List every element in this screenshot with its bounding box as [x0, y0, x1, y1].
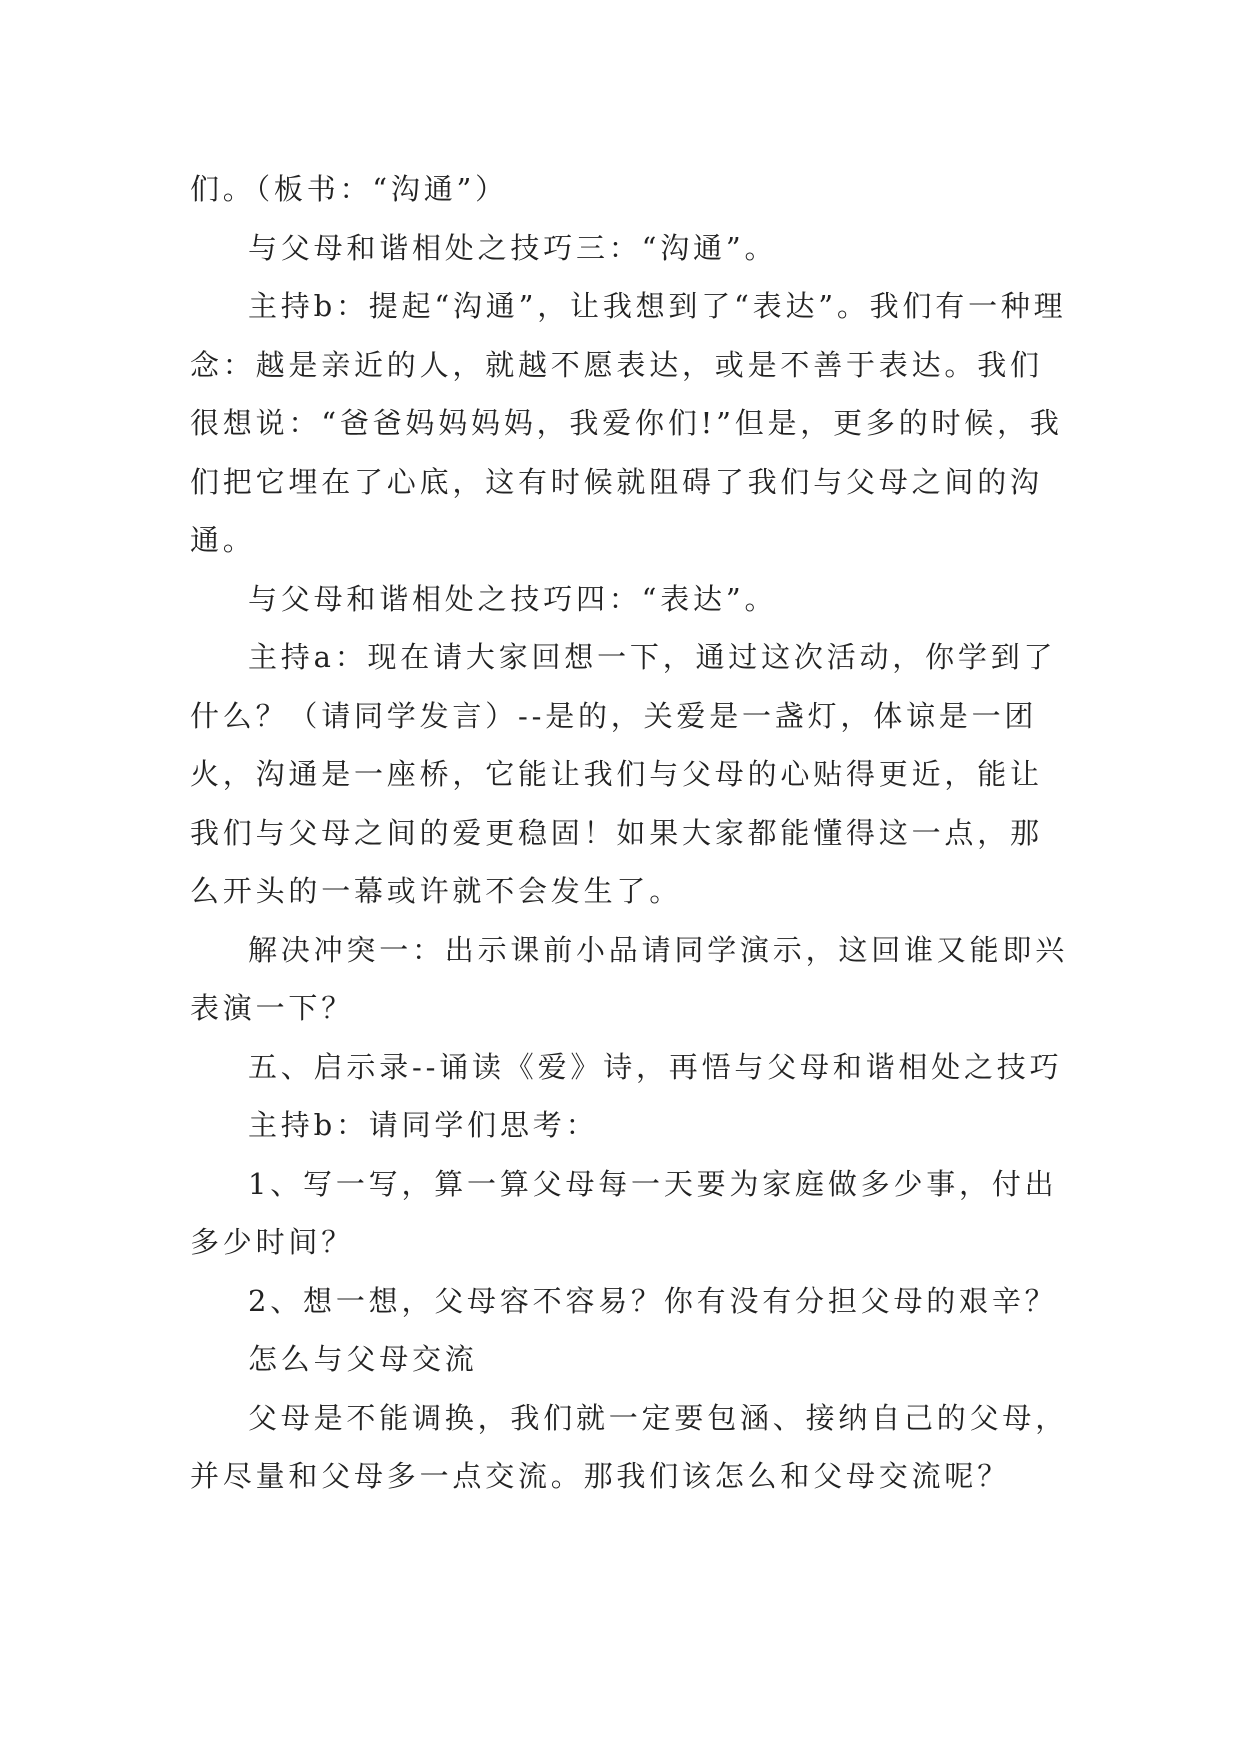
paragraph-section-five: 五、启示录--诵读《爱》诗，再悟与父母和谐相处之技巧	[248, 1049, 1063, 1084]
paragraph-skill-four: 与父母和谐相处之技巧四：“表达”。	[248, 581, 778, 616]
paragraph-question-two: 2、想一想，父母容不容易？你有没有分担父母的艰辛？	[248, 1283, 1058, 1318]
paragraph-parents-communication: 父母是不能调换，我们就一定要包涵、接纳自己的父母，并尽量和父母多一点交流。那我们该怎么和父母交流呢？	[190, 1400, 1069, 1493]
paragraph-resolve-conflict: 解决冲突一：出示课前小品请同学演示，这回谁又能即兴表演一下？	[190, 932, 1069, 1025]
paragraph-heading-communicate: 怎么与父母交流	[248, 1342, 478, 1376]
document-body	[190, 160, 1070, 1506]
paragraph-host-b-expression: 主持b：提起“沟通”，让我想到了“表达”。我们有一种理念：越是亲近的人，就越不愿表达，或是不善于表达。我们很想说：“爸爸妈妈妈妈，我爱你们!”但是，更多的时候，我们把它埋在了心底，这有时候就阻碍了我们与父母之间的沟通。	[190, 289, 1067, 557]
paragraph-host-a-reflection: 主持a：现在请大家回想一下，通过这次活动，你学到了什么？（请同学发言）--是的，关爱是一盏灯，体谅是一团火，沟通是一座桥，它能让我们与父母的心贴得更近，能让我们与父母之间的爱更稳固！如果大家都能懂得这一点，那么开头的一幕或许就不会发生了。	[190, 640, 1057, 908]
paragraph-host-b-think: 主持b：请同学们思考：	[248, 1108, 599, 1142]
paragraph-skill-three: 与父母和谐相处之技巧三：“沟通”。	[248, 230, 778, 265]
paragraph-continuation: 们。（板书：“沟通”）	[190, 172, 508, 206]
paragraph-question-one: 1、写一写，算一算父母每一天要为家庭做多少事，付出多少时间？	[190, 1166, 1058, 1259]
